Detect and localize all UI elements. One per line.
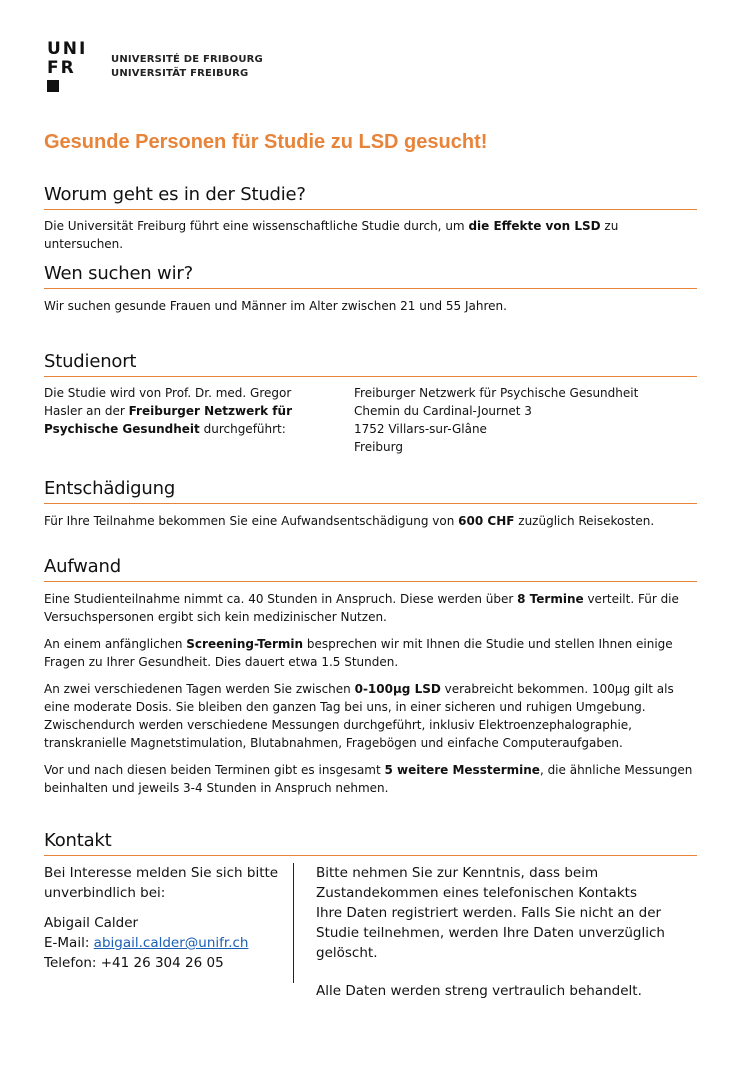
- logo-line-fr: FR: [47, 58, 76, 78]
- contact-intro: Bei Interesse melden Sie sich bitte unverbindlich bei:: [44, 865, 279, 901]
- section-wen: [44, 263, 697, 315]
- section-title-studienort: Studienort: [44, 351, 697, 377]
- contact-phone: Telefon: +41 26 304 26 05: [44, 955, 224, 971]
- worum-text: Die Universität Freiburg führt eine wissenschaftliche Studie durch, um die Effekte von LSD zu untersuchen.: [44, 219, 619, 251]
- section-title-worum: Worum geht es in der Studie?: [44, 184, 697, 210]
- university-name: [111, 53, 263, 81]
- privacy-notice: Bitte nehmen Sie zur Kenntnis, dass beim Zustandekommen eines telefonischen Kontakts Ihre Daten registriert werden. Falls Sie nicht an der Studie teilnehmen, werden Ihre Daten unverzüglich gelöscht.: [316, 865, 665, 961]
- section-worum: [44, 184, 697, 253]
- logo-line-uni: UNI: [47, 39, 88, 59]
- wen-text: Wir suchen gesunde Frauen und Männer im Alter zwischen 21 und 55 Jahren.: [44, 299, 507, 313]
- logo-square-icon: [47, 80, 59, 92]
- contact-divider: [293, 863, 294, 983]
- university-name-de: UNIVERSITÄT FREIBURG: [111, 68, 249, 79]
- section-kontakt: [44, 830, 697, 999]
- section-entschaedigung: [44, 478, 697, 530]
- address-line: Freiburger Netzwerk für Psychische Gesundheit: [354, 386, 639, 400]
- address-line: Chemin du Cardinal-Journet 3: [354, 404, 532, 418]
- studienort-description: Die Studie wird von Prof. Dr. med. Gregor Hasler an der Freiburger Netzwerk für Psychische Gesundheit durchgeführt:: [44, 386, 292, 436]
- entschaedigung-text: Für Ihre Teilnahme bekommen Sie eine Aufwandsentschädigung von 600 CHF zuzüglich Reisekosten.: [44, 514, 655, 528]
- unifr-logo: [47, 39, 88, 92]
- page-title: Gesunde Personen für Studie zu LSD gesucht!: [44, 131, 488, 153]
- section-studienort: [44, 351, 697, 464]
- university-name-fr: UNIVERSITÉ DE FRIBOURG: [111, 54, 263, 65]
- contact-email: E-Mail: abigail.calder@unifr.ch: [44, 935, 249, 951]
- aufwand-paragraph-1: Eine Studienteilnahme nimmt ca. 40 Stunden in Anspruch. Diese werden über 8 Termine verteilt. Für die Versuchspersonen ergibt sich kein medizinischer Nutzen.: [44, 592, 679, 624]
- aufwand-paragraph-4: Vor und nach diesen beiden Terminen gibt es insgesamt 5 weitere Messtermine, die ähnliche Messungen beinhalten und jeweils 3-4 Stunden in Anspruch nehmen.: [44, 763, 693, 795]
- aufwand-paragraph-2: An einem anfänglichen Screening-Termin besprechen wir mit Ihnen die Studie und stellen Ihnen einige Fragen zu Ihrer Gesundheit. Dies dauert etwa 1.5 Stunden.: [44, 637, 673, 669]
- studienort-address: [354, 384, 694, 456]
- section-title-kontakt: Kontakt: [44, 830, 697, 856]
- address-line: 1752 Villars-sur-Glâne: [354, 422, 487, 436]
- contact-name: Abigail Calder: [44, 915, 139, 931]
- aufwand-paragraph-3: An zwei verschiedenen Tagen werden Sie zwischen 0-100µg LSD verabreicht bekommen. 100µg gilt als eine moderate Dosis. Sie bleiben den ganzen Tag bei uns, in einer sicheren und ruhigen Umgebung. Zwischendurch werden verschiedene Messungen durchgeführt, inklusiv Elektroenzephalographie, transkranielle Magnetstimulation, Blutabnahmen, Fragebögen und einfache Computeraufgaben.: [44, 682, 674, 750]
- email-link[interactable]: abigail.calder@unifr.ch: [93, 935, 249, 951]
- section-title-aufwand: Aufwand: [44, 556, 697, 582]
- section-title-wen: Wen suchen wir?: [44, 263, 697, 289]
- contact-details: [44, 863, 294, 973]
- section-aufwand: [44, 556, 697, 797]
- confidentiality-note: Alle Daten werden streng vertraulich behandelt.: [316, 983, 642, 999]
- address-line: Freiburg: [354, 440, 403, 454]
- section-title-entschaedigung: Entschädigung: [44, 478, 697, 504]
- contact-notice: [316, 863, 666, 1001]
